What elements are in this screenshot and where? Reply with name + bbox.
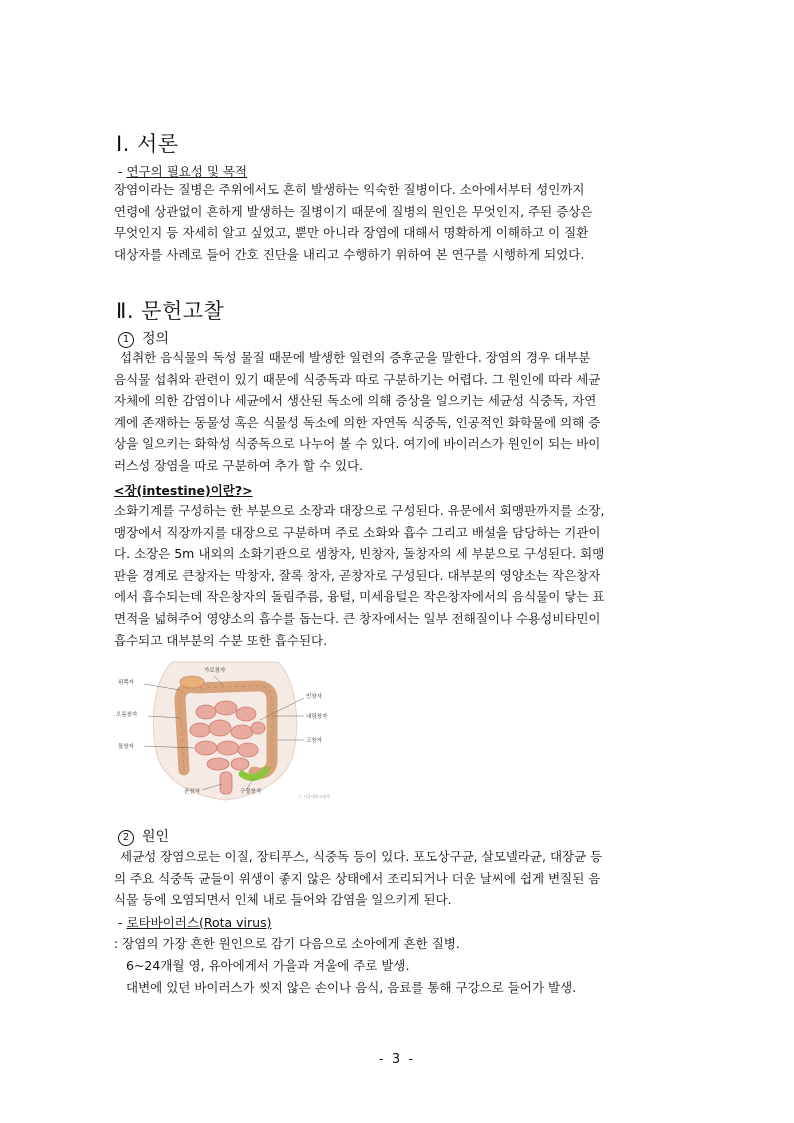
paragraph-line: 상을 일으키는 화학성 식중독으로 나누어 볼 수 있다. 여기에 바이러스가 원인이 되는 바이	[114, 436, 601, 452]
paragraph-line: 맹장에서 직장까지를 대장으로 구분하며 주로 소화와 흡수 그리고 배설을 담당하는 기관이	[114, 524, 601, 540]
paragraph-line: 연령에 상관없이 흔하게 발생하는 질병이기 때문에 질병의 원인은 무엇인지, 주된 증상은	[114, 203, 593, 219]
sub-prefix: -	[118, 164, 123, 179]
figure-label: 빈창자	[306, 694, 322, 700]
intro-paragraph	[114, 179, 682, 265]
circled-number: 1	[118, 332, 134, 348]
paragraph-line: 에서 흡수되는데 작은창자의 돌림주름, 융털, 미세융털은 작은창자에서의 음식물이 닿는 표	[114, 589, 605, 605]
figure-label: 곧창자	[184, 789, 200, 795]
intestine-anatomy-figure	[114, 660, 336, 802]
figure-label: 돌창자	[118, 744, 134, 750]
subsection-purpose-label: 연구의 필요성 및 목적	[126, 164, 248, 179]
paragraph-line: 계에 존재하는 동물성 혹은 식물성 독소에 의한 자연독 식중독, 인공적인 화학물에 의해 증	[114, 414, 601, 430]
paragraph-line: 판을 경계로 큰창자는 막창자, 잘록 창자, 곧창자로 구성된다. 대부분의 영양소는 작은창자	[114, 567, 601, 583]
paragraph-line: 대상자를 사례로 들어 간호 진단을 내리고 수행하기 위하여 본 연구를 시행하게 되었다.	[114, 246, 585, 262]
subsection-definition-label: 정의	[142, 331, 170, 347]
subsection-definition	[118, 328, 169, 348]
paragraph-line: 소화기계를 구성하는 한 부분으로 소장과 대장으로 구성된다. 유문에서 회맹판까지를 소장,	[114, 503, 605, 518]
paragraph-line: 세균성 장염으로는 이질, 장티푸스, 식중독 등이 있다. 포도상구균, 살모넬라균, 대장균 등	[120, 849, 603, 864]
paragraph-line: 의 주요 식중독 균들이 위생이 좋지 않은 상태에서 조리되거나 더운 날씨에 쉽게 변질된 음	[114, 870, 601, 886]
rotavirus-line: : 장염의 가장 흔한 원인으로 감기 다음으로 소아에게 흔한 질병.	[114, 936, 460, 951]
rotavirus-line: 6~24개월 영, 유아에게서 가을과 겨울에 주로 발생.	[126, 958, 410, 973]
figure-label: 가로창자	[204, 668, 226, 674]
subsection-cause-label: 원인	[142, 829, 170, 845]
figure-label: 구불창자	[240, 789, 262, 795]
figure-label: 위쪽자	[118, 680, 134, 686]
rotavirus-label: 로타바이러스(Rota virus)	[126, 915, 272, 930]
figure-label: 오름창자	[116, 712, 138, 718]
paragraph-line: 장염이라는 질병은 주위에서도 흔히 발생하는 익숙한 질병이다. 소아에서부터 성인까지	[114, 182, 585, 197]
intestine-paragraph	[114, 500, 682, 651]
paragraph-line: 식물 등에 오염되면서 인체 내로 들어와 감염을 일으키게 된다.	[114, 892, 452, 908]
paragraph-line: 흡수되고 대부분의 수분 또한 흡수된다.	[114, 632, 328, 648]
paragraph-line: 다. 소장은 5m 내외의 소화기관으로 샘창자, 빈창자, 돌창자의 세 부분으로 구성된다. 회맹	[114, 546, 605, 562]
sub-prefix: -	[118, 915, 123, 930]
section-heading-literature-review: Ⅱ. 문헌고찰	[116, 299, 225, 323]
subsection-rotavirus	[118, 913, 271, 931]
intestine-title: <장(intestine)이란?>	[114, 483, 253, 498]
paragraph-line: 면적을 넓혀주어 영양소의 흡수를 돕는다. 큰 창자에서는 일부 전해질이나 수용성비타민이	[114, 610, 601, 626]
figure-label: 고창자	[306, 738, 322, 744]
paragraph-line: 무엇인지 등 자세히 알고 싶었고, 뿐만 아니라 장염에 대해서 명확하게 이해하고 이 질환	[114, 225, 589, 241]
subsection-cause	[118, 826, 169, 846]
figure-credit: ⓒ 서울대학교병원	[298, 794, 331, 799]
rotavirus-line: 대변에 있던 바이러스가 씻지 않은 손이나 음식, 음료를 통해 구강으로 들어가 발생.	[126, 980, 577, 995]
paragraph-line: 러스성 장염을 따로 구분하여 추가 할 수 있다.	[114, 457, 364, 473]
page-number: - 3 -	[379, 1052, 415, 1067]
paragraph-line: 음식물 섭취와 관련이 있기 때문에 식중독과 따로 구분하기는 어렵다. 그 원인에 따라 세균	[114, 371, 601, 387]
paragraph-line: 자체에 의한 감염이나 세균에서 생산된 독소에 의해 증상을 일으키는 세균성 식중독, 자연	[114, 393, 597, 409]
figure-label: 내림창자	[306, 714, 328, 720]
definition-paragraph	[114, 347, 682, 477]
circled-number: 2	[118, 830, 134, 846]
cause-paragraph	[114, 846, 682, 911]
subsection-purpose	[118, 162, 247, 180]
paragraph-line: 섭취한 음식물의 독성 물질 때문에 발생한 일련의 증후군을 말한다. 장염의 경우 대부분	[120, 350, 591, 365]
section-heading-introduction: Ⅰ. 서론	[116, 132, 179, 156]
